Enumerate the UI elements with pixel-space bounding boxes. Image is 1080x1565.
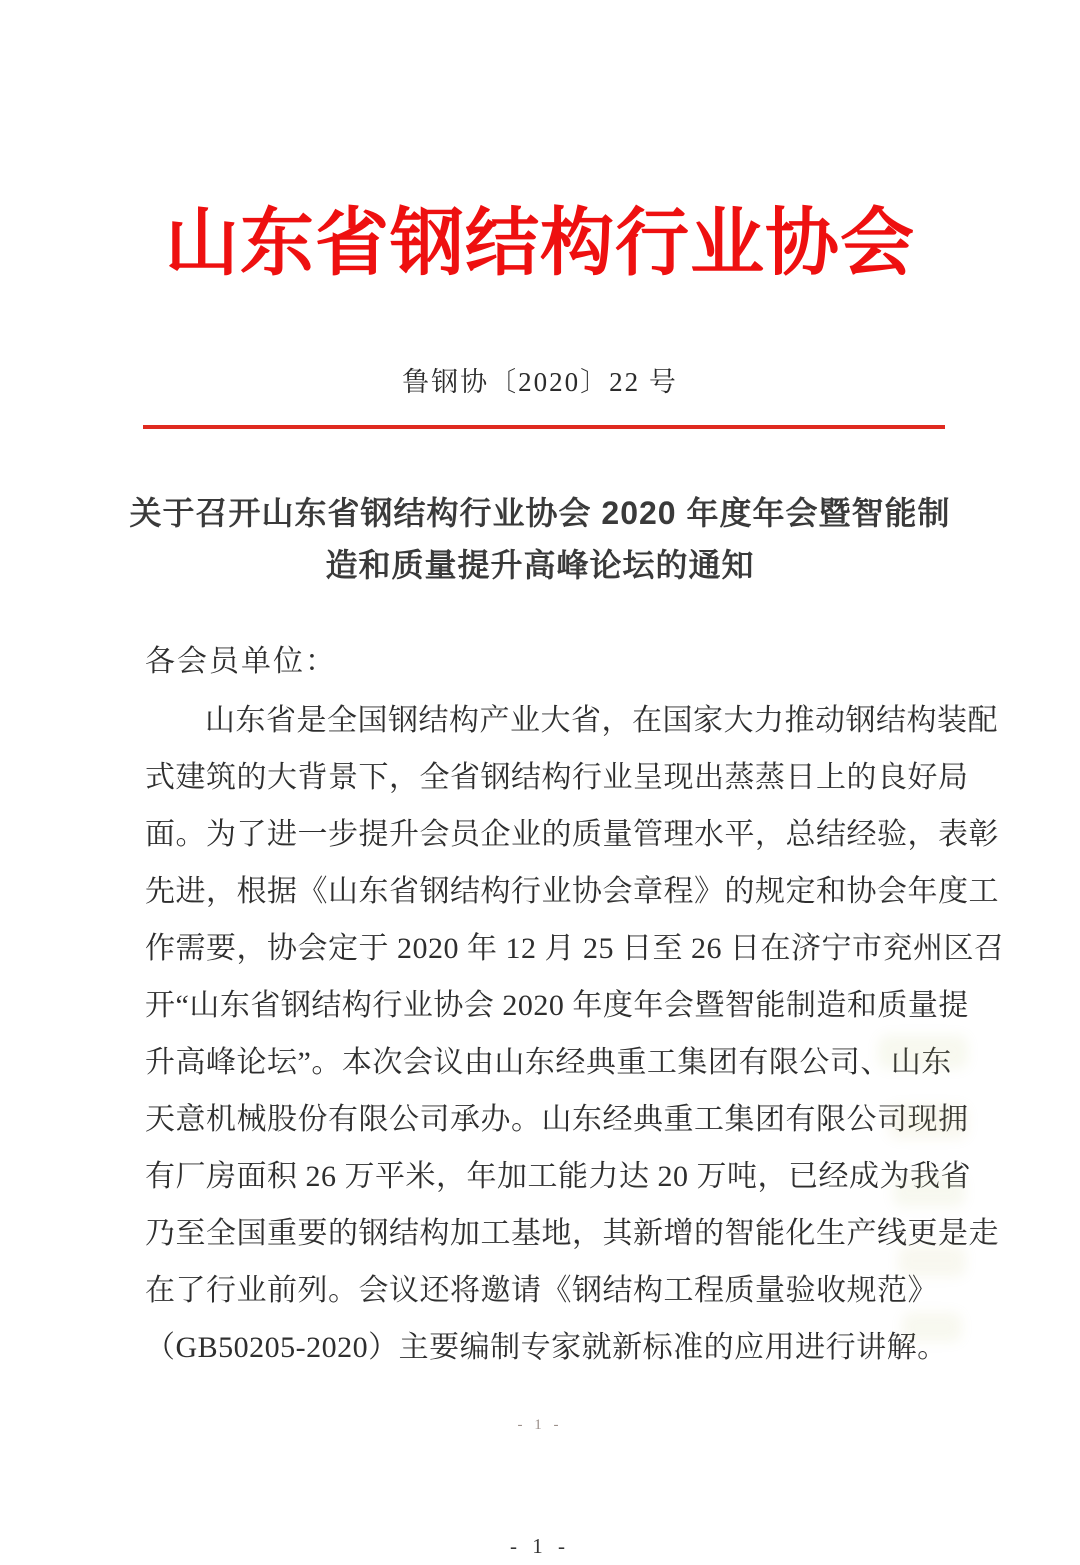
- notice-title-line-2: 造和质量提升高峰论坛的通知: [325, 547, 755, 583]
- body-line: 有厂房面积 26 万平米，年加工能力达 20 万吨，已经成为我省: [145, 1160, 971, 1193]
- body-line: 山东省是全国钢结构产业大省，在国家大力推动钢结构装配: [205, 704, 998, 737]
- body-line: 升高峰论坛”。本次会议由山东经典重工集团有限公司、山东: [145, 1046, 952, 1079]
- page-number-bottom: - 1 -: [510, 1534, 570, 1558]
- document-number: 鲁钢协〔2020〕22 号: [402, 367, 678, 397]
- notice-title-line-1: 关于召开山东省钢结构行业协会 2020 年度年会暨智能制: [129, 495, 951, 531]
- body-line: 式建筑的大背景下，全省钢结构行业呈现出蒸蒸日上的良好局: [145, 761, 969, 794]
- body-line: 天意机械股份有限公司承办。山东经典重工集团有限公司现拥: [145, 1103, 969, 1136]
- body-line: 在了行业前列。会议还将邀请《钢结构工程质量验收规范》: [145, 1274, 938, 1307]
- page-number-inline: - 1 -: [517, 1417, 563, 1433]
- organization-title: 山东省钢结构行业协会: [165, 203, 915, 285]
- body-line: 先进，根据《山东省钢结构行业协会章程》的规定和协会年度工: [145, 875, 999, 908]
- notice-title: [90, 487, 990, 591]
- body-paragraph: [145, 692, 1005, 1376]
- body-line: （GB50205-2020）主要编制专家就新标准的应用进行讲解。: [145, 1331, 948, 1364]
- red-divider-line: [143, 425, 945, 429]
- body-line: 面。为了进一步提升会员企业的质量管理水平，总结经验，表彰: [145, 818, 999, 851]
- body-line: 作需要，协会定于 2020 年 12 月 25 日至 26 日在济宁市兖州区召: [145, 932, 1005, 965]
- body-line: 乃至全国重要的钢结构加工基地，其新增的智能化生产线更是走: [145, 1217, 999, 1250]
- body-line: 开“山东省钢结构行业协会 2020 年度年会暨智能制造和质量提: [145, 989, 969, 1022]
- salutation: 各会员单位：: [145, 645, 337, 678]
